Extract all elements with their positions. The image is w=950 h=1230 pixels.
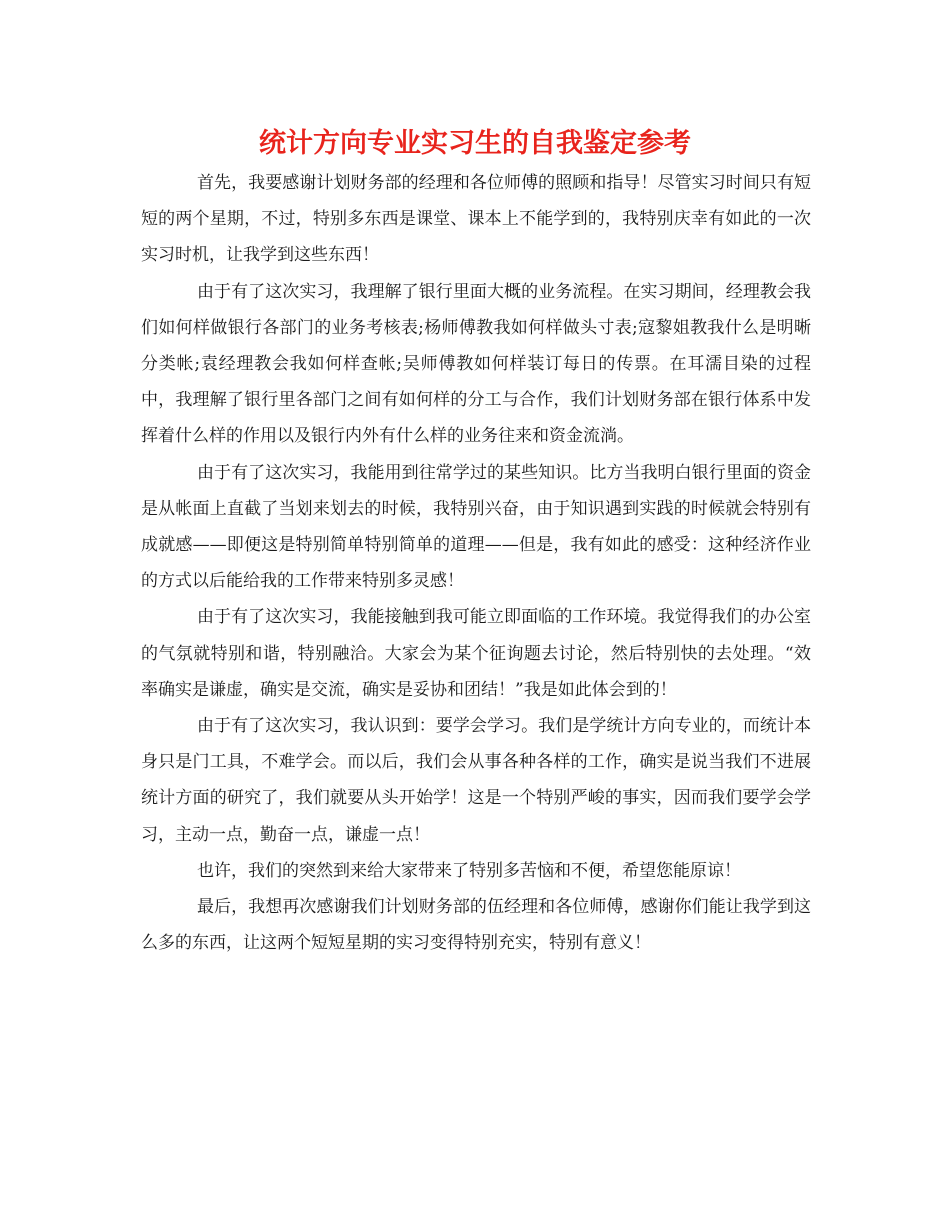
document-body [141,165,811,961]
paragraph-6: 也许，我们的突然到来给大家带来了特别多苦恼和不便，希望您能原谅！ [197,860,741,881]
paragraph-7: 最后，我想再次感谢我们计划财务部的伍经理和各位师傅，感谢你们能让我学到这么多的东西，让这两个短短星期的实习变得特别充实，特别有意义！ [141,897,811,954]
paragraph-5: 由于有了这次实习，我认识到：要学会学习。我们是学统计方向专业的，而统计本身只是门工具，不难学会。而以后，我们会从事各种各样的工作，确实是说当我们不进展统计方面的研究了，我们就要从头开始学！这是一个特别严峻的事实，因而我们要学会学习，主动一点，勤奋一点，谦虚一点！ [141,716,811,845]
document-title: 统计方向专业实习生的自我鉴定参考 [259,128,691,159]
paragraph-2: 由于有了这次实习，我理解了银行里面大概的业务流程。在实习期间，经理教会我们如何样做银行各部门的业务考核表;杨师傅教我如何样做头寸表;寇黎姐教我什么是明晰分类帐;袁经理教会我如何样查帐;吴师傅教如何样装订每日的传票。在耳濡目染的过程中，我理解了银行里各部门之间有如何样的分工与合作，我们计划财务部在银行体系中发挥着什么样的作用以及银行内外有什么样的业务往来和资金流淌。 [141,281,811,447]
paragraph-4: 由于有了这次实习，我能接触到我可能立即面临的工作环境。我觉得我们的办公室的气氛就特别和谐，特别融洽。大家会为某个征询题去讨论，然后特别快的去处理。“效率确实是谦虚，确实是交流，确实是妥协和团结！”我是如此体会到的！ [141,607,811,700]
paragraph-1: 首先，我要感谢计划财务部的经理和各位师傅的照顾和指导！尽管实习时间只有短短的两个星期，不过，特别多东西是课堂、课本上不能学到的，我特别庆幸有如此的一次实习时机，让我学到这些东西！ [141,173,811,266]
paragraph-3: 由于有了这次实习，我能用到往常学过的某些知识。比方当我明白银行里面的资金是从帐面上直截了当划来划去的时候，我特别兴奋，由于知识遇到实践的时候就会特别有成就感——即便这是特别简单特别简单的道理——但是，我有如此的感受：这种经济作业的方式以后能给我的工作带来特别多灵感！ [141,462,811,592]
